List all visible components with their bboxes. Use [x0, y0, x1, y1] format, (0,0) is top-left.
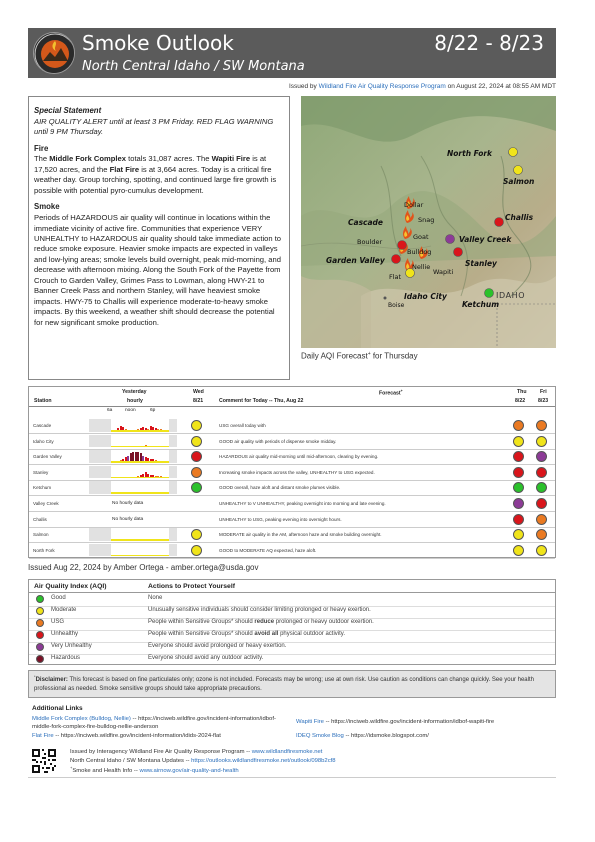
special-statement-heading: Special Statement — [34, 106, 102, 115]
thu-aqi-dot — [513, 498, 524, 509]
page-subtitle: North Central Idaho / SW Montana — [82, 59, 305, 74]
thu-aqi-dot — [513, 529, 524, 540]
aqi-color-dot — [36, 607, 44, 615]
table-row — [29, 480, 555, 496]
hourly-chart — [89, 513, 177, 526]
thu-aqi-dot — [513, 420, 524, 431]
aqi-legend — [28, 579, 556, 665]
disclaimer: *Disclaimer: This forecast is based on fine particulates only; ozone is not included. Forecasts may be wrong; use at own risk. Use caution as conditions can change quickly. See your health professional as needed. Smoke sensitive groups should take appropriate precautions. — [28, 670, 556, 698]
aqi-category-name: Very Unhealthy — [51, 643, 92, 649]
station-name: Valley Creek — [33, 501, 59, 506]
station-name: Salmon — [33, 532, 49, 538]
aqi-row — [29, 654, 555, 665]
map-marker-icon — [454, 248, 463, 257]
map-label-north-fork: North Fork — [447, 149, 493, 158]
hourly-chart — [89, 435, 177, 448]
aqi-category-name: Hazardous — [51, 655, 81, 661]
station-name: North Fork — [33, 547, 55, 553]
forecast-table — [28, 386, 556, 558]
tick-noon: noon — [125, 408, 136, 413]
map-label-salmon: Salmon — [503, 177, 535, 186]
page-title: Smoke Outlook — [82, 31, 234, 55]
footer-line-updates[interactable]: North Central Idaho / SW Montana Updates -- https://outlooks.wildlandfiresmoke.net/outlook/098b2cf8 — [70, 757, 336, 764]
hourly-chart — [89, 528, 177, 541]
thu-aqi-dot — [513, 467, 524, 478]
tick-6a: 6a — [107, 408, 113, 413]
wed-aqi-dot — [191, 529, 202, 540]
thu-aqi-dot — [513, 451, 524, 462]
aqi-color-dot — [36, 655, 44, 663]
link-middle-fork[interactable]: Middle Fork Complex (Bulldog, Nellie) -- https://inciweb.wildfire.gov/incident-information/idbof-middle-fork-complex-fire-bulldog-nellie-anderson — [32, 716, 276, 730]
map-label-challis: Challis — [505, 213, 534, 222]
map-marker-icon — [392, 255, 401, 264]
row-comment: USG overall today with — [219, 423, 266, 428]
aqi-row — [29, 606, 555, 617]
map-label-nellie: Nellie — [412, 263, 431, 271]
aqi-forecast-map — [301, 96, 556, 348]
col-thu-date: 8/22 — [515, 398, 526, 404]
hourly-chart — [89, 497, 177, 510]
table-row — [29, 496, 555, 512]
station-name: Cascade — [33, 423, 52, 428]
map-label-dollar: Dollar — [404, 201, 424, 209]
fri-aqi-dot — [536, 451, 547, 462]
smoke-heading: Smoke — [34, 202, 60, 212]
col-wed: Wed — [193, 389, 204, 395]
link-wapiti-fire[interactable]: Wapiti Fire -- https://inciweb.wildfire.gov/incident-information/idbof-wapiti-fire — [296, 719, 495, 725]
link-ideq-blog[interactable]: IDEQ Smoke Blog -- https://idsmoke.blogspot.com/ — [296, 733, 429, 739]
thu-aqi-dot — [513, 514, 524, 525]
map-marker-icon — [485, 289, 494, 298]
date-range: 8/22 - 8/23 — [434, 31, 544, 55]
footer-divider — [28, 777, 556, 778]
header-banner — [28, 28, 556, 78]
table-row — [29, 543, 555, 559]
aqi-action: Everyone should avoid any outdoor activity. — [148, 655, 264, 661]
map-label-idaho-city: Idaho City — [404, 292, 447, 301]
fire-heading: Fire — [34, 143, 49, 153]
program-link[interactable]: Wildland Fire Air Quality Response Program — [318, 83, 446, 90]
aqi-action: People within Sensitive Groups* should reduce prolonged or heavy outdoor exertion. — [148, 619, 374, 625]
col-fri-date: 8/23 — [538, 398, 549, 404]
map-label-boise: Boise — [388, 302, 405, 309]
wed-aqi-dot — [191, 436, 202, 447]
map-label-cascade: Cascade — [348, 218, 383, 227]
row-comment: UNHEALTHY to V UNHEALTHY, peaking overnight into morning and late evening. — [219, 501, 386, 506]
col-fri: Fri — [540, 389, 547, 395]
footer-line-program[interactable]: Issued by Interagency Wildland Fire Air Quality Response Program -- www.wildlandfiresmoke.net — [70, 749, 323, 755]
map-marker-icon — [495, 218, 504, 227]
station-name: Garden Valley — [33, 454, 62, 460]
fri-aqi-dot — [536, 467, 547, 478]
aqi-actions-heading: Actions to Protect Yourself — [148, 583, 235, 590]
hourly-chart — [89, 544, 177, 557]
issued-prefix: Issued by — [288, 83, 317, 90]
map-marker-icon — [509, 148, 518, 157]
fri-aqi-dot — [536, 529, 547, 540]
map-label-state: IDAHO — [496, 291, 526, 300]
hourly-chart — [89, 466, 177, 479]
map-label-flat: Flat — [389, 273, 402, 281]
fri-aqi-dot — [536, 482, 547, 493]
aqi-category-name: Good — [51, 595, 66, 601]
aqi-color-dot — [36, 643, 44, 651]
table-row — [29, 512, 555, 528]
thu-aqi-dot — [513, 545, 524, 556]
col-station: Station — [34, 398, 52, 404]
map-marker-icon — [384, 297, 387, 300]
statement-box — [28, 96, 290, 380]
map-marker-icon — [514, 166, 523, 175]
fri-aqi-dot — [536, 498, 547, 509]
wed-aqi-dot — [191, 545, 202, 556]
table-row — [29, 418, 555, 434]
station-name: Idaho City — [33, 438, 54, 444]
footer-line-health[interactable]: +Smoke and Health Info -- www.airnow.gov/air-quality-and-health — [70, 765, 239, 775]
tick-6p: 6p — [150, 408, 156, 413]
col-hourly: hourly — [127, 398, 143, 404]
aqi-index-heading: Air Quality Index (AQI) — [34, 583, 107, 590]
aqi-category-name: Unhealthy — [51, 631, 79, 637]
aqi-color-dot — [36, 631, 44, 639]
wed-aqi-dot — [191, 467, 202, 478]
map-label-bulldog: Bulldog — [407, 248, 432, 256]
station-name: Challis — [33, 516, 47, 522]
map-label-boulder: Boulder — [357, 238, 383, 246]
smoke-text: Periods of HAZARDOUS air quality will continue in locations within the immediate vicinity of active fire. Communities that experience VERY UNHEALTHY to HAZARDOUS air quality should take immediate action to reduce smoke exposure. Heavier smoke impacts are expected in valleys and low-lying areas; smoke levels build overnight, peak mid-morning, and decrease with afternoon mixing. Along the South Fork of the Payette from Crouch to Garden Valley, Grimes Pass to Lowman, along HWY-21 to Banner Creek Pass and northern Stanley, will have heaviest smoke impacts. HWY-75 to Challis will experience moderate-to-heavy smoke impacts. By this weekend, a weather shift should decrease the potential for new significant smoke production. — [34, 213, 282, 327]
fri-aqi-dot — [536, 436, 547, 447]
thu-aqi-dot — [513, 482, 524, 493]
aqi-row — [29, 630, 555, 641]
wed-aqi-dot — [191, 482, 202, 493]
station-name: Stanley — [33, 469, 49, 475]
fri-aqi-dot — [536, 514, 547, 525]
wed-aqi-dot — [191, 420, 202, 431]
map-label-snag: Snag — [418, 216, 435, 224]
fri-aqi-dot — [536, 545, 547, 556]
qr-code-icon — [32, 749, 56, 773]
hourly-chart — [89, 419, 177, 432]
link-flat-fire[interactable]: Flat Fire -- https://inciweb.wildfire.gov/incident-information/idids-2024-flat — [32, 733, 221, 739]
col-yesterday: Yesterday — [122, 389, 147, 395]
table-row — [29, 527, 555, 543]
map-marker-icon — [398, 241, 407, 250]
map-label-wapiti: Wapiti — [433, 268, 454, 276]
aqi-color-dot — [36, 595, 44, 603]
no-hourly-data: No hourly data — [112, 501, 144, 506]
aqi-category-name: USG — [51, 619, 65, 625]
table-row — [29, 465, 555, 481]
aqi-row — [29, 594, 555, 605]
row-comment: UNHEALTHY to USG, peaking evening into overnight hours. — [219, 516, 342, 522]
col-wed-date: 8/21 — [193, 398, 204, 404]
thu-aqi-dot — [513, 436, 524, 447]
aqi-action: Unusually sensitive individuals should consider limiting prolonged or heavy exertion. — [148, 607, 371, 613]
fri-aqi-dot — [536, 420, 547, 431]
aqi-category-name: Moderate — [51, 607, 77, 613]
row-comment: Increasing smoke impacts across the valley, UNHEALTHY to USG expected. — [219, 469, 375, 475]
row-comment: MODERATE air quality in the AM, afternoon haze and smoke building overnight. — [219, 532, 382, 538]
col-thu: Thu — [517, 389, 527, 395]
map-caption: Daily AQI Forecast+ for Thursday — [301, 351, 418, 361]
footer-info — [70, 748, 336, 776]
aqi-color-dot — [36, 619, 44, 627]
table-row — [29, 434, 555, 450]
fire-text: The Middle Fork Complex totals 31,087 acres. The Wapiti Fire is at 17,520 acres, and the Flat Fire is at 3,664 acres. Today is a critical fire weather day. Group torching, spotting, and continued large fire growth is possible with potential pyro-cumulus development. — [34, 154, 277, 195]
issued-line — [28, 83, 556, 90]
additional-links-heading: Additional Links — [32, 705, 83, 712]
row-comment: GOOD to MODERATE AQ expected, haze aloft. — [219, 547, 317, 553]
map-label-goat: Goat — [413, 233, 429, 241]
aqi-action: People within Sensitive Groups* should avoid all physical outdoor activity. — [148, 631, 346, 637]
author-line: Issued Aug 22, 2024 by Amber Ortega - amber.ortega@usda.gov — [28, 563, 259, 572]
map-label-ketchum: Ketchum — [462, 300, 500, 309]
row-comment: HAZARDOUS air quality mid-morning until mid-afternoon, clearing by evening. — [219, 454, 379, 460]
aqi-action: None — [148, 595, 163, 601]
map-marker-icon — [446, 235, 455, 244]
col-forecast: Forecast+ — [379, 389, 403, 397]
map-label-garden-valley: Garden Valley — [326, 256, 385, 265]
special-statement-text: AIR QUALITY ALERT until at least 3 PM Friday. RED FLAG WARNING until 9 PM Thursday. — [34, 116, 274, 137]
col-comment: Comment for Today -- Thu, Aug 22 — [219, 398, 304, 404]
no-hourly-data: No hourly data — [112, 516, 144, 522]
aqi-row — [29, 618, 555, 629]
logo-icon — [33, 32, 75, 74]
hourly-chart — [89, 481, 177, 494]
wed-aqi-dot — [191, 451, 202, 462]
aqi-row — [29, 642, 555, 653]
issued-suffix: on August 22, 2024 at 08:55 AM MDT — [447, 83, 556, 90]
hourly-chart — [89, 450, 177, 463]
row-comment: GOOD air quality with periods of dispense smoke midday. — [219, 438, 337, 444]
station-name: Ketchum — [33, 485, 52, 491]
map-label-valley-creek: Valley Creek — [459, 235, 512, 244]
row-comment: GOOD overall, haze aloft and distant smoke plumes visible. — [219, 485, 341, 491]
map-label-stanley: Stanley — [465, 259, 497, 268]
aqi-action: Everyone should avoid prolonged or heavy exertion. — [148, 643, 287, 649]
table-row — [29, 449, 555, 465]
